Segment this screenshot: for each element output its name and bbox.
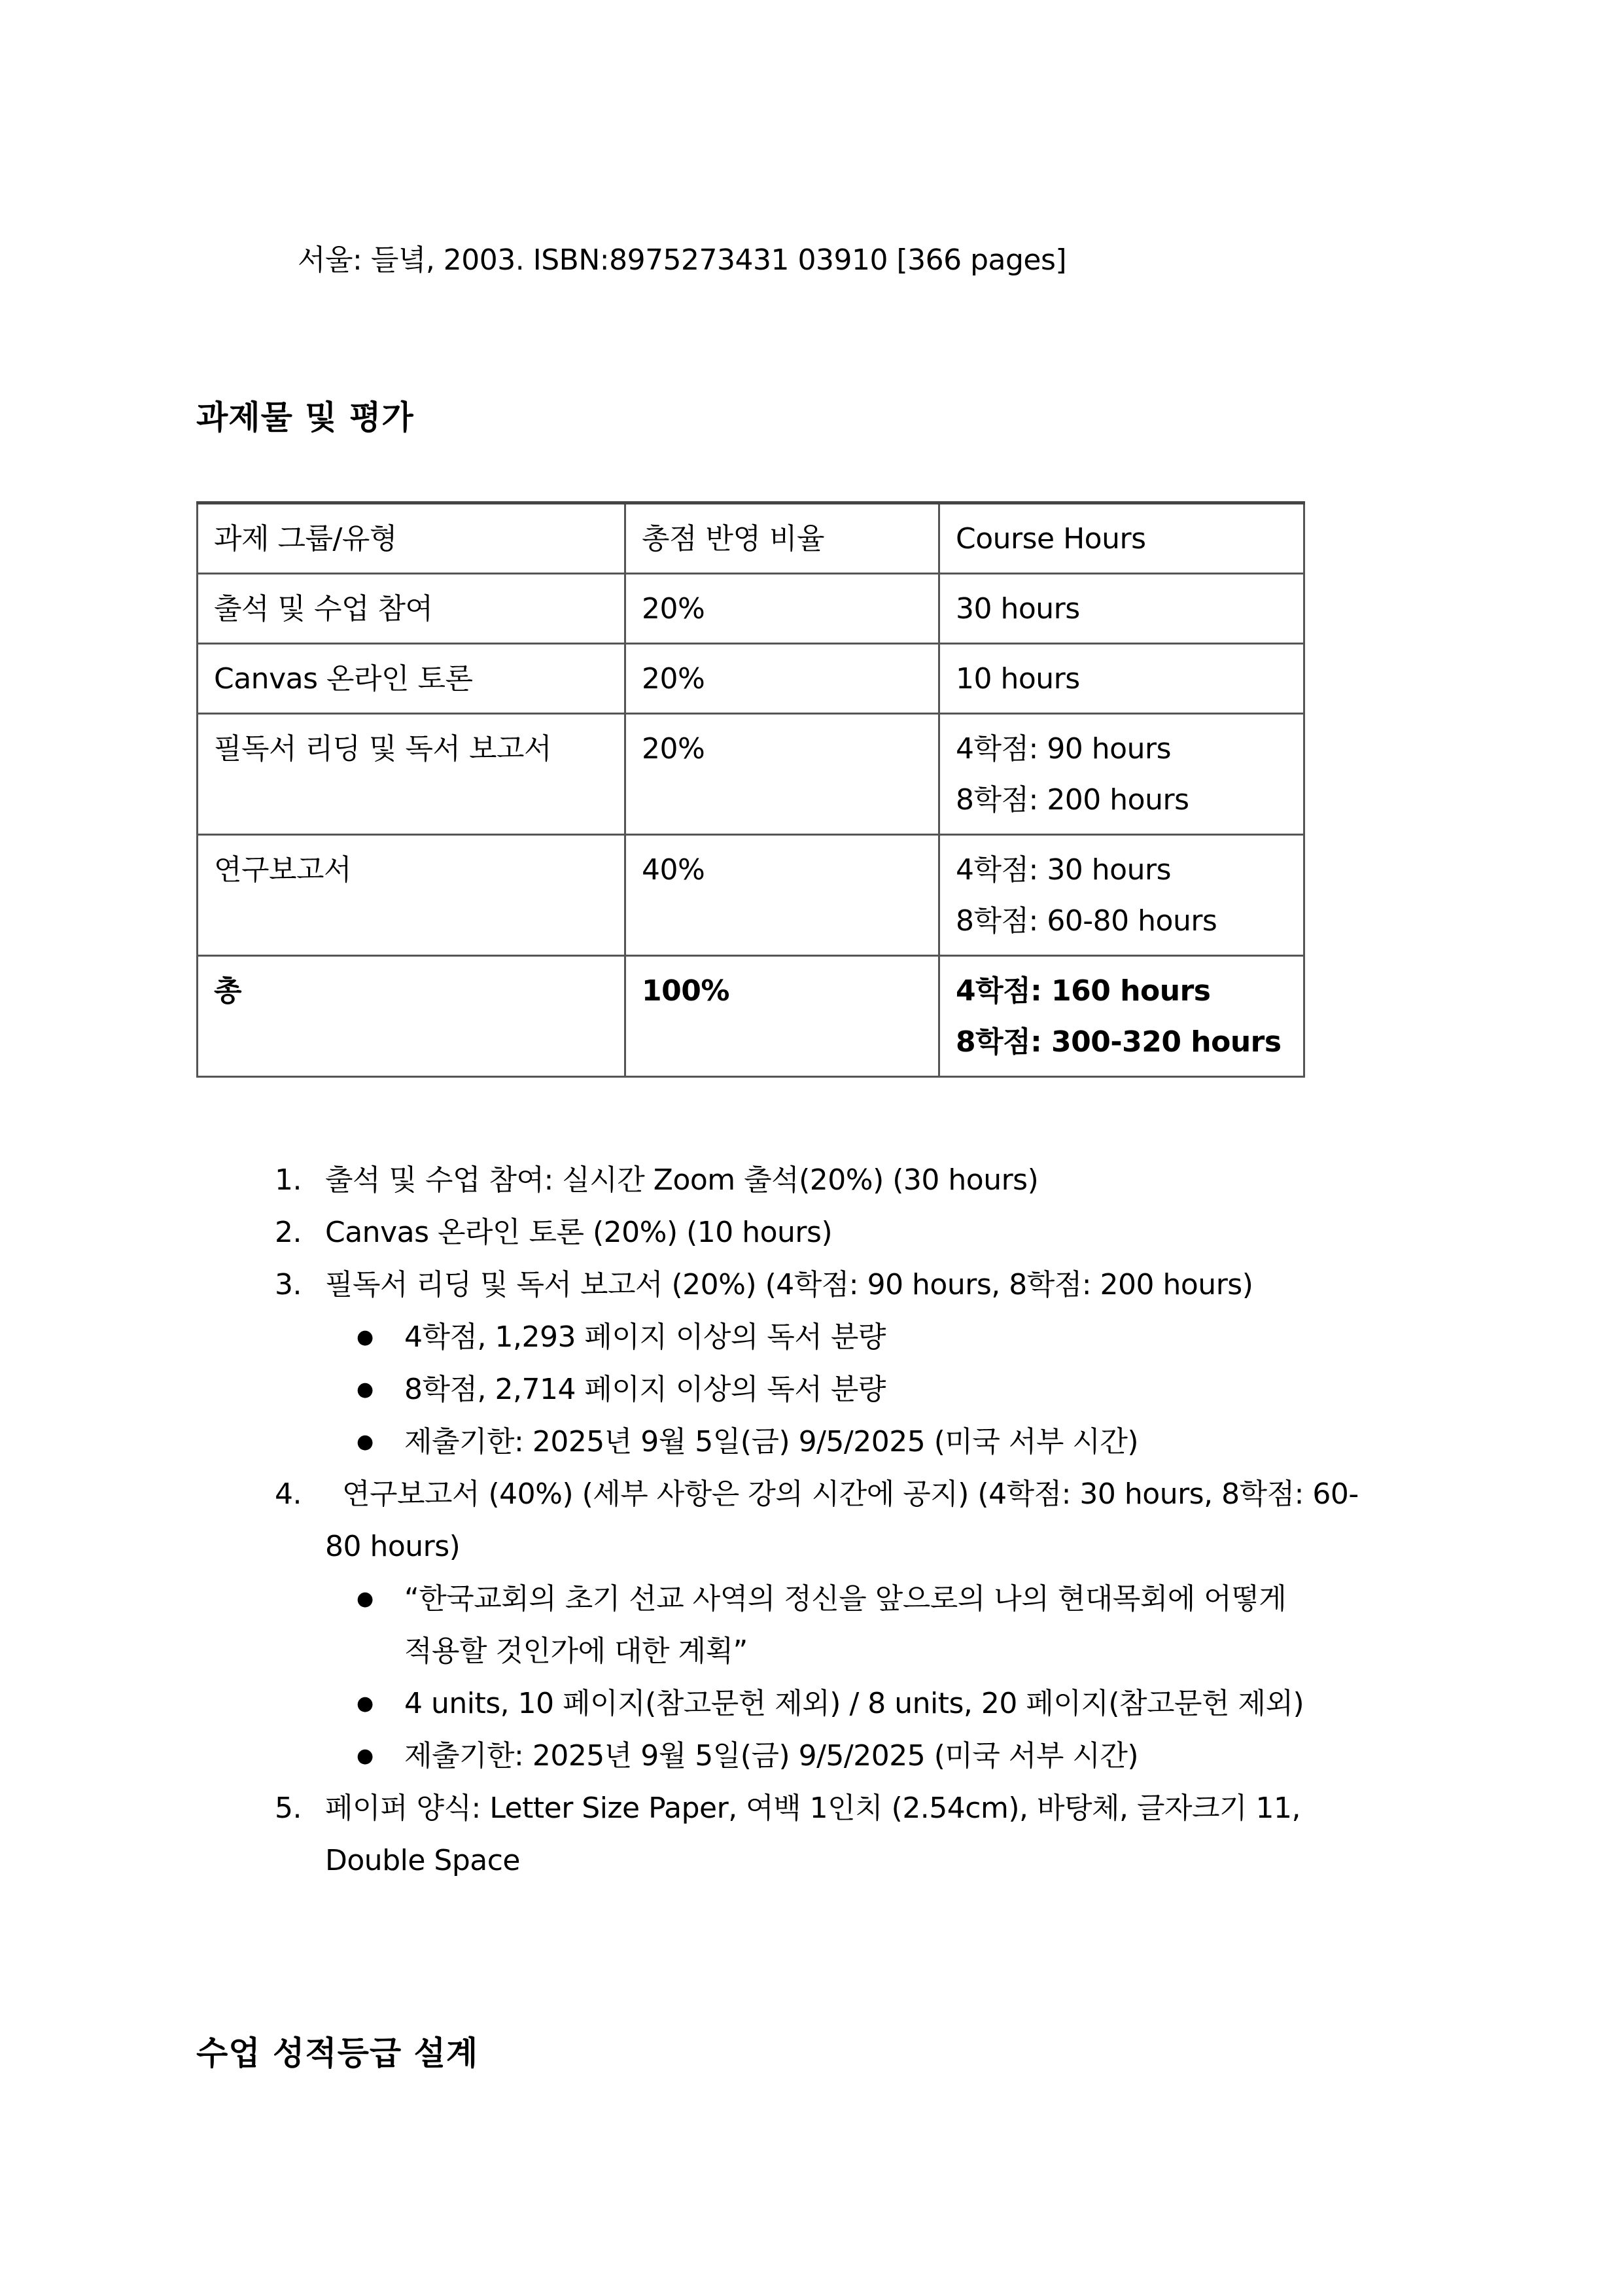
list-item-text: 출석 및 수업 참여: 실시간 Zoom 출석(20%) (30 hours) — [325, 1163, 1039, 1197]
cell-ratio: 100% — [625, 956, 939, 1077]
cell-ratio: 40% — [625, 835, 939, 956]
bullet-icon: ● — [357, 1430, 374, 1453]
list-item — [196, 1468, 1439, 1521]
hours-line: 10 hours — [956, 662, 1080, 696]
sub-list-item-text: 4 units, 10 페이지(참고문헌 제외) / 8 units, 20 페이지(참고문헌 제외) — [404, 1687, 1304, 1720]
header-cell-hours: Course Hours — [939, 503, 1304, 574]
cell-type: 필독서 리딩 및 독서 보고서 — [198, 714, 625, 835]
list-item — [196, 1207, 1439, 1259]
sub-list-item-text: 8학점, 2,714 페이지 이상의 독서 분량 — [404, 1373, 886, 1406]
bibliography-citation: 서울: 들녘, 2003. ISBN:8975273431 03910 [366 pages] — [298, 243, 1067, 277]
list-item — [196, 1259, 1439, 1311]
list-item-text: 80 hours) — [325, 1530, 461, 1563]
cell-type: Canvas 온라인 토론 — [198, 644, 625, 714]
sub-list-item — [196, 1364, 1439, 1416]
sub-list-item-text: “한국교회의 초기 선교 사역의 정신을 앞으로의 나의 현대목회에 어떻게 — [404, 1582, 1287, 1616]
hours-line: 4학점: 90 hours — [956, 732, 1171, 766]
cell-type: 총 — [198, 956, 625, 1077]
cell-ratio: 20% — [625, 714, 939, 835]
cell-hours — [939, 644, 1304, 714]
cell-type: 연구보고서 — [198, 835, 625, 956]
sub-list-item-text: 4학점, 1,293 페이지 이상의 독서 분량 — [404, 1320, 886, 1354]
sub-list-item — [196, 1573, 1439, 1625]
sub-list-item-continuation — [196, 1625, 1439, 1678]
list-item-text: 페이퍼 양식: Letter Size Paper, 여백 1인치 (2.54cm), 바탕체, 글자크기 11, — [325, 1792, 1300, 1825]
list-number: 2. — [275, 1216, 302, 1249]
hours-line: 8학점: 60-80 hours — [956, 904, 1217, 938]
bullet-icon: ● — [357, 1587, 374, 1610]
sub-list-item — [196, 1730, 1439, 1782]
cell-hours — [939, 956, 1304, 1077]
cell-hours — [939, 574, 1304, 644]
cell-type: 출석 및 수업 참여 — [198, 574, 625, 644]
table-row — [198, 644, 1304, 714]
sub-list-item — [196, 1416, 1439, 1468]
hours-line: 4학점: 30 hours — [956, 853, 1171, 887]
list-item-text: 연구보고서 (40%) (세부 사항은 강의 시간에 공지) (4학점: 30 hours, 8학점: 60- — [342, 1477, 1359, 1511]
header-cell-type: 과제 그룹/유형 — [198, 503, 625, 574]
hours-line: 4학점: 160 hours — [956, 974, 1211, 1008]
list-item-continuation — [196, 1521, 1439, 1573]
cell-ratio: 20% — [625, 574, 939, 644]
cell-hours — [939, 714, 1304, 835]
list-item-text: 필독서 리딩 및 독서 보고서 (20%) (4학점: 90 hours, 8학점: 200 hours) — [325, 1268, 1253, 1301]
list-item-continuation — [196, 1835, 1439, 1887]
list-number: 1. — [275, 1163, 302, 1197]
table-total-row — [198, 956, 1304, 1077]
sub-list-item — [196, 1678, 1439, 1730]
list-item-text: Canvas 온라인 토론 (20%) (10 hours) — [325, 1216, 833, 1249]
hours-line: 8학점: 200 hours — [956, 783, 1189, 817]
list-number: 3. — [275, 1268, 302, 1301]
sub-list-item — [196, 1311, 1439, 1364]
bullet-icon: ● — [357, 1692, 374, 1715]
table-header-row — [198, 503, 1304, 574]
list-number: 5. — [275, 1792, 302, 1825]
sub-list-item-text: 제출기한: 2025년 9월 5일(금) 9/5/2025 (미국 서부 시간) — [404, 1739, 1139, 1773]
header-cell-ratio: 총점 반영 비율 — [625, 503, 939, 574]
section-title-grading: 수업 성적등급 설계 — [196, 2034, 479, 2072]
sub-list-item-text: 적용할 것인가에 대한 계획” — [404, 1634, 748, 1668]
cell-hours — [939, 835, 1304, 956]
bullet-icon: ● — [357, 1378, 374, 1401]
list-item-text: Double Space — [325, 1844, 520, 1877]
hours-line: 8학점: 300-320 hours — [956, 1025, 1282, 1059]
section-title-assignments: 과제물 및 평가 — [196, 398, 414, 436]
bullet-icon: ● — [357, 1326, 374, 1349]
assignment-table — [196, 501, 1305, 1078]
cell-ratio: 20% — [625, 644, 939, 714]
bullet-icon: ● — [357, 1744, 374, 1767]
list-item — [196, 1782, 1439, 1835]
table-row — [198, 835, 1304, 956]
sub-list-item-text: 제출기한: 2025년 9월 5일(금) 9/5/2025 (미국 서부 시간) — [404, 1425, 1139, 1458]
assignment-details-list — [196, 1154, 1439, 1887]
table-row — [198, 574, 1304, 644]
list-item — [196, 1154, 1439, 1207]
hours-line: 30 hours — [956, 592, 1080, 626]
table-row — [198, 714, 1304, 835]
list-number: 4. — [275, 1477, 302, 1511]
